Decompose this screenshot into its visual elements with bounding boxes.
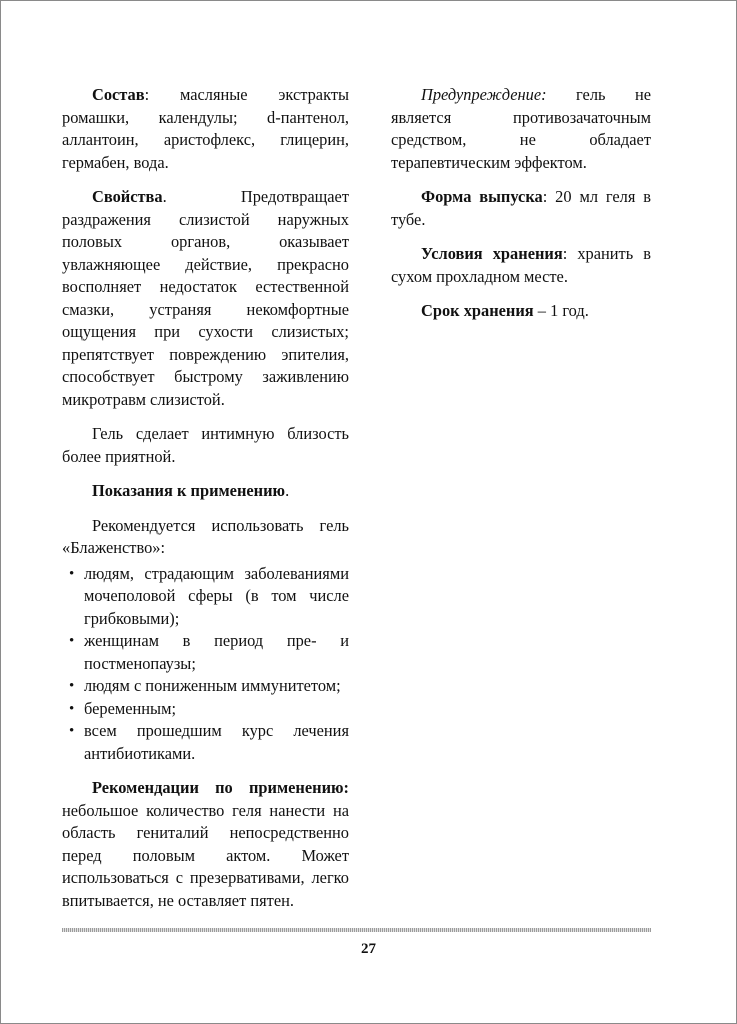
properties-paragraph (62, 186, 349, 411)
shelf-life-label: Срок хранения (421, 301, 534, 320)
release-form-label: Форма выпуска (421, 187, 543, 206)
right-column (391, 84, 651, 335)
footer-divider (62, 928, 651, 932)
release-form-text: : 20 мл геля в тубе. (391, 187, 651, 229)
shelf-life-text: – 1 год. (533, 301, 589, 320)
shelf-life-paragraph (391, 300, 651, 323)
indications-list (62, 563, 349, 766)
warning-text: гель не является противозачаточным средством, не обладает терапевтическим эффектом. (391, 85, 651, 172)
bullet-icon: • (69, 678, 75, 694)
intimacy-paragraph: Гель сделает интимную близость более приятной. (62, 424, 349, 466)
bullet-icon: • (69, 565, 75, 582)
list-item (62, 563, 349, 631)
list-item-text: людям с пониженным иммунитетом; (84, 676, 341, 695)
bullet-icon: • (69, 723, 75, 739)
indications-intro: Рекомендуется использовать гель «Блаженство»: (62, 515, 349, 557)
left-column (62, 84, 349, 924)
recommendations-label: Рекомендации по применению: (92, 778, 349, 797)
list-item-text: всем прошедшим курс лечения антибиотиками. (84, 721, 349, 763)
bullet-icon: • (69, 700, 75, 717)
list-item-text: беременным; (84, 698, 176, 718)
composition-text: : масляные экстракты ромашки, календулы; d-пантенол, аллантоин, аристофлекс, глицерин, гермабен, вода. (62, 85, 349, 172)
recommendations-text: небольшое количество геля нанести на область гениталий непосредственно перед половым актом. Может использоваться с презервативами, легко впитывается, не оставляет пятен. (62, 800, 349, 910)
properties-label: Свойства (92, 187, 163, 206)
warning-label: Предупреждение: (421, 85, 547, 104)
warning-paragraph (391, 84, 651, 174)
indications-heading (62, 480, 349, 503)
list-item (62, 720, 349, 765)
release-form-paragraph (391, 186, 651, 231)
list-item (62, 675, 349, 698)
recommendations-paragraph (62, 777, 349, 912)
list-item-text: людям, страдающим заболеваниями мочеполовой сферы (в том числе грибковыми); (84, 563, 349, 628)
indications-heading-text: Показания к применению (92, 481, 286, 500)
storage-text: : хранить в сухом прохладном месте. (391, 244, 651, 286)
properties-text: . Предотвращает раздражения слизистой наружных половых органов, оказывает увлажняющее действие, прекрасно восполняет недостаток естественной смазки, устраняя некомфортные ощущения при сухости слизистых; препятствует повреждению эпителия, способствует быстрому заживлению микротравм слизистой. (62, 187, 349, 409)
indications-heading-suffix: . (285, 481, 290, 500)
page-number: 27 (361, 941, 376, 957)
storage-label: Условия хранения (421, 244, 563, 263)
list-item-text: женщинам в период пре- и постменопаузы; (84, 631, 349, 673)
bullet-icon: • (69, 633, 75, 649)
composition-label: Состав (92, 85, 145, 104)
composition-paragraph (62, 84, 349, 174)
list-item (62, 630, 349, 675)
storage-paragraph (391, 243, 651, 288)
list-item (62, 698, 349, 721)
